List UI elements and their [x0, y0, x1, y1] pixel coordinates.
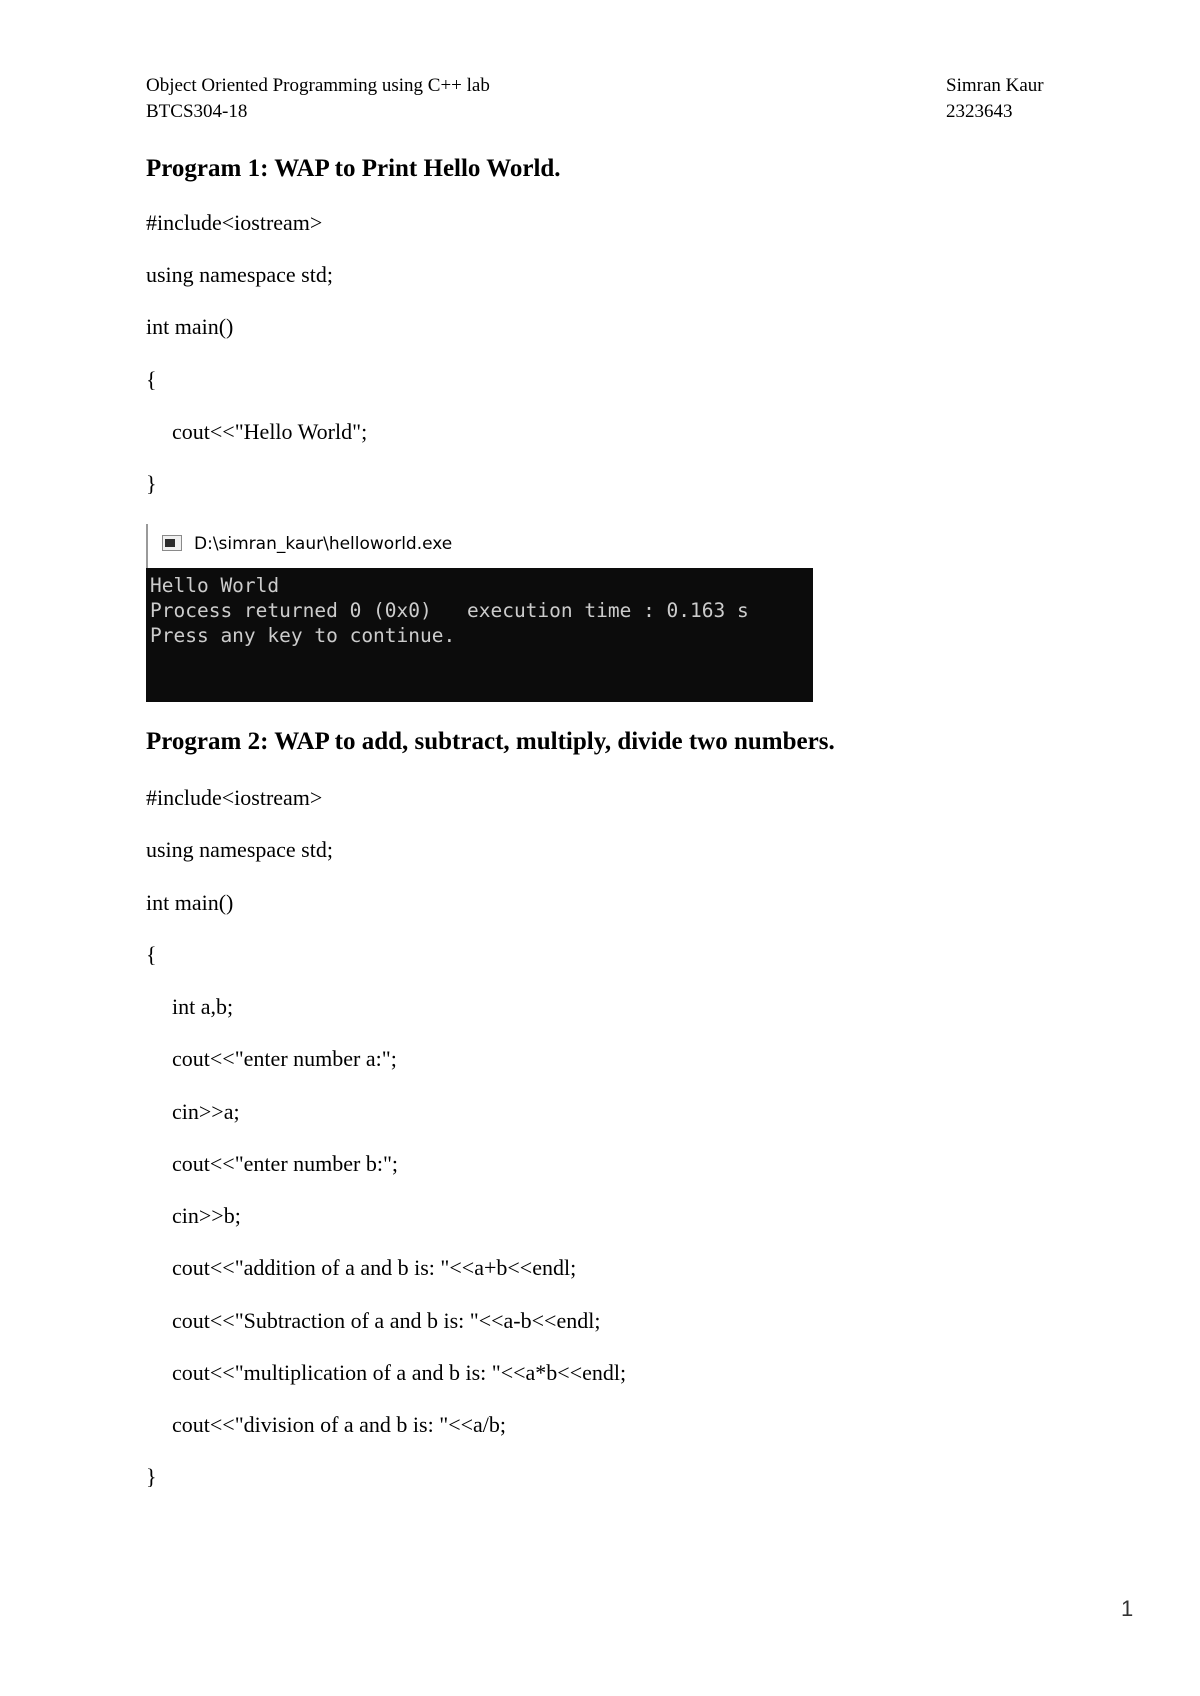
- code-line: cout<<"Hello World";: [172, 419, 368, 444]
- page-number: 1: [1121, 1596, 1134, 1621]
- program1-heading: Program 1: WAP to Print Hello World.: [146, 155, 561, 182]
- code-line: cout<<"addition of a and b is: "<<a+b<<endl;: [172, 1255, 577, 1280]
- code-line: using namespace std;: [146, 837, 333, 862]
- course-title: Object Oriented Programming using C++ lab: [146, 75, 490, 96]
- code-line: #include<iostream>: [146, 785, 323, 810]
- console-line: Press any key to continue.: [150, 624, 456, 647]
- student-roll: 2323643: [946, 101, 1013, 122]
- code-line: cout<<"division of a and b is: "<<a/b;: [172, 1412, 506, 1437]
- code-line: cout<<"enter number b:";: [172, 1151, 399, 1176]
- console-titlebar: [146, 524, 813, 568]
- code-line: {: [146, 367, 157, 392]
- console-window: [146, 524, 813, 702]
- console-title: D:\simran_kaur\helloworld.exe: [194, 534, 453, 554]
- code-line: cout<<"Subtraction of a and b is: "<<a-b<<endl;: [172, 1308, 601, 1333]
- console-window-icon: [162, 535, 182, 551]
- console-output: [146, 568, 813, 702]
- code-line: {: [146, 942, 157, 967]
- header-right: [946, 73, 1044, 125]
- header-left: [146, 73, 490, 125]
- code-line: int a,b;: [172, 994, 234, 1019]
- code-line: int main(): [146, 314, 234, 339]
- console-line: Hello World: [150, 574, 280, 597]
- code-line: cin>>a;: [172, 1099, 240, 1124]
- code-line: cin>>b;: [172, 1203, 241, 1228]
- code-line: using namespace std;: [146, 262, 333, 287]
- code-line: cout<<"multiplication of a and b is: "<<a*b<<endl;: [172, 1360, 627, 1385]
- program2-heading: Program 2: WAP to add, subtract, multiply, divide two numbers.: [146, 728, 835, 755]
- student-name: Simran Kaur: [946, 75, 1044, 96]
- course-code: BTCS304-18: [146, 101, 248, 122]
- code-line: int main(): [146, 890, 234, 915]
- code-line: }: [146, 1464, 157, 1489]
- code-line: cout<<"enter number a:";: [172, 1046, 397, 1071]
- console-line: Process returned 0 (0x0) execution time : 0.163 s: [150, 599, 749, 622]
- code-line: #include<iostream>: [146, 210, 323, 235]
- code-line: }: [146, 471, 157, 496]
